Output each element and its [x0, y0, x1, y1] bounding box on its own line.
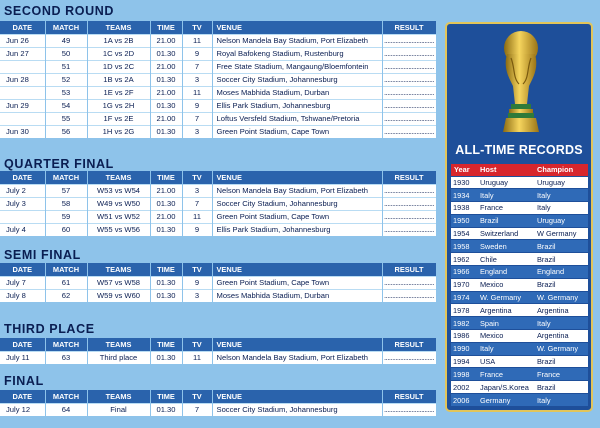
record-year: 1970 — [451, 278, 477, 291]
match-date — [0, 210, 45, 223]
match-venue: Moses Mabhida Stadium, Durban — [212, 289, 382, 302]
record-champion: France — [534, 368, 588, 381]
section-title-quarter-final: QUARTER FINAL — [4, 157, 114, 171]
table-row — [451, 266, 588, 279]
record-year: 1974 — [451, 291, 477, 304]
col-teams-header: TEAMS — [87, 263, 150, 276]
col-result-header: RESULT — [382, 338, 436, 351]
record-year: 2006 — [451, 394, 477, 407]
match-teams: 1B vs 2A — [87, 73, 150, 86]
match-tv: 3 — [182, 289, 212, 302]
match-number: 59 — [45, 210, 87, 223]
record-host: Germany — [477, 394, 534, 407]
match-venue: Loftus Versfeld Stadium, Tshwane/Pretoria — [212, 112, 382, 125]
table-row — [451, 317, 588, 330]
col-tv-header: TV — [182, 390, 212, 403]
record-year: 1954 — [451, 227, 477, 240]
match-date: Jun 29 — [0, 99, 45, 112]
table-row — [451, 278, 588, 291]
col-tv-header: TV — [182, 21, 212, 34]
table-header-row — [0, 171, 436, 184]
record-champion: Uruguay — [534, 176, 588, 189]
match-tv: 11 — [182, 351, 212, 364]
col-host-header: Host — [477, 164, 534, 176]
match-venue: Ellis Park Stadium, Johannesburg — [212, 223, 382, 236]
match-date — [0, 86, 45, 99]
match-result: ............................... — [382, 112, 436, 125]
match-venue: Soccer City Stadium, Johannesburg — [212, 197, 382, 210]
match-venue: Nelson Mandela Bay Stadium, Port Elizabeth — [212, 184, 382, 197]
col-date-header: DATE — [0, 21, 45, 34]
record-host: Uruguay — [477, 176, 534, 189]
match-teams: 1D vs 2C — [87, 60, 150, 73]
col-date-header: DATE — [0, 171, 45, 184]
record-champion: Brazil — [534, 381, 588, 394]
table-row — [0, 34, 436, 47]
match-number: 62 — [45, 289, 87, 302]
match-result: ............................... — [382, 73, 436, 86]
match-teams: W59 vs W60 — [87, 289, 150, 302]
match-tv: 7 — [182, 112, 212, 125]
match-result: ............................... — [382, 125, 436, 138]
col-venue-header: VENUE — [212, 390, 382, 403]
match-venue: Green Point Stadium, Cape Town — [212, 125, 382, 138]
table-row — [451, 330, 588, 343]
match-result: ............................... — [382, 289, 436, 302]
record-host: France — [477, 368, 534, 381]
col-result-header: RESULT — [382, 390, 436, 403]
table-row — [0, 99, 436, 112]
record-year: 2002 — [451, 381, 477, 394]
record-champion: W Germany — [534, 227, 588, 240]
match-date: Jun 26 — [0, 34, 45, 47]
col-time-header: TIME — [150, 263, 182, 276]
match-venue: Free State Stadium, Mangaung/Bloemfontein — [212, 60, 382, 73]
col-match-header: MATCH — [45, 263, 87, 276]
table-row — [451, 176, 588, 189]
col-time-header: TIME — [150, 21, 182, 34]
match-tv: 7 — [182, 197, 212, 210]
table-header-row — [0, 338, 436, 351]
match-time: 01.30 — [150, 47, 182, 60]
record-year: 1950 — [451, 214, 477, 227]
match-result: ............................... — [382, 403, 436, 416]
record-champion: W. Germany — [534, 342, 588, 355]
match-venue: Royal Bafokeng Stadium, Rustenburg — [212, 47, 382, 60]
col-result-header: RESULT — [382, 21, 436, 34]
match-time: 21.00 — [150, 184, 182, 197]
match-result: ............................... — [382, 223, 436, 236]
match-tv: 3 — [182, 184, 212, 197]
col-teams-header: TEAMS — [87, 171, 150, 184]
match-teams: 1A vs 2B — [87, 34, 150, 47]
record-host: Italy — [477, 342, 534, 355]
record-host: Spain — [477, 317, 534, 330]
match-result: ............................... — [382, 99, 436, 112]
col-date-header: DATE — [0, 390, 45, 403]
second-round-table — [0, 21, 437, 138]
table-row — [0, 73, 436, 86]
table-row — [451, 355, 588, 368]
col-year-header: Year — [451, 164, 477, 176]
match-date: Jun 30 — [0, 125, 45, 138]
records-title: ALL-TIME RECORDS — [455, 143, 583, 157]
match-tv: 7 — [182, 60, 212, 73]
match-venue: Soccer City Stadium, Johannesburg — [212, 73, 382, 86]
record-host: Italy — [477, 189, 534, 202]
table-row — [0, 86, 436, 99]
match-time: 21.00 — [150, 86, 182, 99]
match-tv: 11 — [182, 210, 212, 223]
record-champion: Italy — [534, 189, 588, 202]
record-champion: Italy — [534, 394, 588, 407]
col-venue-header: VENUE — [212, 171, 382, 184]
match-time: 21.00 — [150, 112, 182, 125]
match-date: Jun 28 — [0, 73, 45, 86]
match-date: July 3 — [0, 197, 45, 210]
match-teams: W53 vs W54 — [87, 184, 150, 197]
col-date-header: DATE — [0, 263, 45, 276]
col-venue-header: VENUE — [212, 21, 382, 34]
match-number: 63 — [45, 351, 87, 364]
records-header-row — [451, 164, 588, 176]
match-teams: W49 vs W50 — [87, 197, 150, 210]
record-year: 1982 — [451, 317, 477, 330]
table-row — [451, 227, 588, 240]
col-tv-header: TV — [182, 263, 212, 276]
semi-final-table — [0, 263, 437, 302]
section-title-final: FINAL — [4, 374, 44, 388]
match-number: 54 — [45, 99, 87, 112]
col-match-header: MATCH — [45, 338, 87, 351]
match-number: 58 — [45, 197, 87, 210]
col-champion-header: Champion — [534, 164, 588, 176]
section-title-semi-final: SEMI FINAL — [4, 248, 81, 262]
section-title-third-place: THIRD PLACE — [4, 322, 95, 336]
record-year: 1938 — [451, 202, 477, 215]
match-number: 64 — [45, 403, 87, 416]
table-row — [451, 394, 588, 407]
col-match-header: MATCH — [45, 390, 87, 403]
match-venue: Moses Mabhida Stadium, Durban — [212, 86, 382, 99]
record-champion: Brazil — [534, 278, 588, 291]
col-teams-header: TEAMS — [87, 338, 150, 351]
record-host: France — [477, 202, 534, 215]
table-row — [0, 223, 436, 236]
table-row — [0, 351, 436, 364]
match-result: ............................... — [382, 47, 436, 60]
table-header-row — [0, 21, 436, 34]
col-result-header: RESULT — [382, 171, 436, 184]
match-tv: 9 — [182, 223, 212, 236]
record-host: Argentina — [477, 304, 534, 317]
record-year: 1962 — [451, 253, 477, 266]
records-table — [451, 164, 588, 406]
record-year: 1966 — [451, 266, 477, 279]
match-venue: Nelson Mandela Bay Stadium, Port Elizabeth — [212, 34, 382, 47]
table-row — [0, 112, 436, 125]
match-number: 60 — [45, 223, 87, 236]
col-match-header: MATCH — [45, 171, 87, 184]
match-result: ............................... — [382, 34, 436, 47]
col-result-header: RESULT — [382, 263, 436, 276]
table-row — [451, 368, 588, 381]
match-time: 21.00 — [150, 60, 182, 73]
match-number: 52 — [45, 73, 87, 86]
record-champion: W. Germany — [534, 291, 588, 304]
match-number: 53 — [45, 86, 87, 99]
match-time: 01.30 — [150, 73, 182, 86]
table-row — [0, 197, 436, 210]
match-time: 01.30 — [150, 276, 182, 289]
table-header-row — [0, 263, 436, 276]
table-row — [0, 289, 436, 302]
match-teams: W55 vs W56 — [87, 223, 150, 236]
record-host: Mexico — [477, 278, 534, 291]
table-row — [0, 210, 436, 223]
match-number: 50 — [45, 47, 87, 60]
match-venue: Nelson Mandela Bay Stadium, Port Elizabeth — [212, 351, 382, 364]
match-time: 01.30 — [150, 289, 182, 302]
match-tv: 11 — [182, 86, 212, 99]
table-row — [451, 189, 588, 202]
record-champion: Brazil — [534, 253, 588, 266]
match-number: 49 — [45, 34, 87, 47]
match-teams: W57 vs W58 — [87, 276, 150, 289]
record-champion: Italy — [534, 317, 588, 330]
match-time: 01.30 — [150, 223, 182, 236]
match-date: Jun 27 — [0, 47, 45, 60]
table-row — [451, 240, 588, 253]
match-result: ............................... — [382, 184, 436, 197]
record-champion: Brazil — [534, 240, 588, 253]
match-number: 55 — [45, 112, 87, 125]
table-row — [451, 291, 588, 304]
col-teams-header: TEAMS — [87, 21, 150, 34]
table-row — [451, 202, 588, 215]
record-host: Japan/S.Korea — [477, 381, 534, 394]
record-champion: Italy — [534, 202, 588, 215]
match-result: ............................... — [382, 210, 436, 223]
record-champion: Argentina — [534, 330, 588, 343]
col-match-header: MATCH — [45, 21, 87, 34]
final-table — [0, 390, 437, 416]
match-time: 01.30 — [150, 99, 182, 112]
match-result: ............................... — [382, 60, 436, 73]
col-time-header: TIME — [150, 338, 182, 351]
match-result: ............................... — [382, 276, 436, 289]
table-row — [0, 403, 436, 416]
table-row — [451, 253, 588, 266]
match-tv: 9 — [182, 276, 212, 289]
match-venue: Ellis Park Stadium, Johannesburg — [212, 99, 382, 112]
match-teams: 1F vs 2E — [87, 112, 150, 125]
record-host: England — [477, 266, 534, 279]
match-time: 01.30 — [150, 351, 182, 364]
match-tv: 7 — [182, 403, 212, 416]
match-date: July 7 — [0, 276, 45, 289]
match-teams: Final — [87, 403, 150, 416]
record-host: USA — [477, 355, 534, 368]
match-result: ............................... — [382, 351, 436, 364]
match-venue: Green Point Stadium, Cape Town — [212, 210, 382, 223]
match-tv: 9 — [182, 99, 212, 112]
record-year: 1930 — [451, 176, 477, 189]
record-champion: Uruguay — [534, 214, 588, 227]
match-time: 01.30 — [150, 197, 182, 210]
record-host: W. Germany — [477, 291, 534, 304]
table-row — [0, 47, 436, 60]
record-champion: England — [534, 266, 588, 279]
record-year: 1994 — [451, 355, 477, 368]
record-year: 1958 — [451, 240, 477, 253]
match-time: 21.00 — [150, 34, 182, 47]
match-teams: Third place — [87, 351, 150, 364]
match-date: July 8 — [0, 289, 45, 302]
table-row — [0, 60, 436, 73]
match-date: July 11 — [0, 351, 45, 364]
match-teams: 1G vs 2H — [87, 99, 150, 112]
col-tv-header: TV — [182, 171, 212, 184]
match-number: 57 — [45, 184, 87, 197]
world-cup-trophy-icon — [493, 28, 549, 140]
record-year: 1998 — [451, 368, 477, 381]
match-date: July 4 — [0, 223, 45, 236]
match-number: 56 — [45, 125, 87, 138]
col-venue-header: VENUE — [212, 338, 382, 351]
match-teams: 1E vs 2F — [87, 86, 150, 99]
match-teams: W51 vs W52 — [87, 210, 150, 223]
match-teams: 1C vs 2D — [87, 47, 150, 60]
record-year: 1986 — [451, 330, 477, 343]
col-time-header: TIME — [150, 171, 182, 184]
record-champion: Brazil — [534, 355, 588, 368]
match-tv: 3 — [182, 125, 212, 138]
col-date-header: DATE — [0, 338, 45, 351]
table-row — [0, 184, 436, 197]
table-row — [451, 342, 588, 355]
match-time: 01.30 — [150, 403, 182, 416]
table-row — [451, 214, 588, 227]
table-row — [0, 125, 436, 138]
record-year: 1934 — [451, 189, 477, 202]
col-tv-header: TV — [182, 338, 212, 351]
record-host: Chile — [477, 253, 534, 266]
record-host: Sweden — [477, 240, 534, 253]
match-venue: Green Point Stadium, Cape Town — [212, 276, 382, 289]
match-tv: 3 — [182, 73, 212, 86]
match-number: 61 — [45, 276, 87, 289]
match-teams: 1H vs 2G — [87, 125, 150, 138]
record-host: Brazil — [477, 214, 534, 227]
table-row — [0, 276, 436, 289]
table-row — [451, 381, 588, 394]
section-title-second-round: SECOND ROUND — [4, 4, 114, 18]
quarter-final-table — [0, 171, 437, 236]
match-number: 51 — [45, 60, 87, 73]
match-date: July 12 — [0, 403, 45, 416]
col-teams-header: TEAMS — [87, 390, 150, 403]
match-tv: 11 — [182, 34, 212, 47]
record-champion: Argentina — [534, 304, 588, 317]
record-year: 1990 — [451, 342, 477, 355]
match-time: 21.00 — [150, 210, 182, 223]
match-venue: Soccer City Stadium, Johannesburg — [212, 403, 382, 416]
table-row — [451, 304, 588, 317]
all-time-records-panel — [445, 22, 593, 412]
table-header-row — [0, 390, 436, 403]
match-result: ............................... — [382, 197, 436, 210]
match-date — [0, 60, 45, 73]
match-tv: 9 — [182, 47, 212, 60]
record-host: Mexico — [477, 330, 534, 343]
third-place-table — [0, 338, 437, 364]
col-venue-header: VENUE — [212, 263, 382, 276]
match-time: 01.30 — [150, 125, 182, 138]
match-result: ............................... — [382, 86, 436, 99]
col-time-header: TIME — [150, 390, 182, 403]
match-date — [0, 112, 45, 125]
match-date: July 2 — [0, 184, 45, 197]
record-year: 1978 — [451, 304, 477, 317]
record-host: Switzerland — [477, 227, 534, 240]
